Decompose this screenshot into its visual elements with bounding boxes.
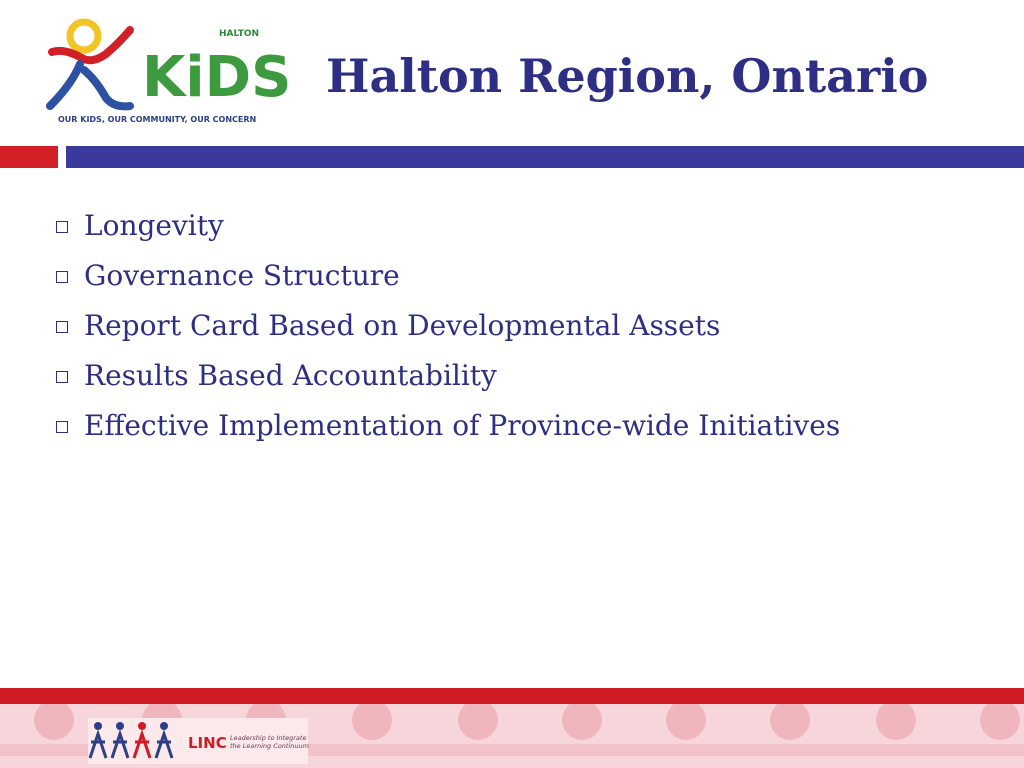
footer-dot: [34, 704, 74, 740]
logo-region-word: HALTON: [219, 29, 260, 39]
footer-dot: [980, 704, 1020, 740]
logo-tagline: OUR KIDS, OUR COMMUNITY, OUR CONCERN: [58, 115, 257, 124]
footer-red-line: [0, 688, 1024, 704]
divider-red: [0, 146, 58, 168]
list-item-text: Effective Implementation of Province-wide Initiatives: [84, 408, 841, 442]
linc-tagline: Leadership to Integrate the Learning Continuum: [230, 734, 309, 750]
list-item-text: Governance Structure: [84, 258, 400, 292]
footer-dot: [352, 704, 392, 740]
linc-wordmark: LINC: [188, 734, 227, 752]
divider-blue: [66, 146, 1024, 168]
page-title: Halton Region, Ontario: [326, 49, 929, 103]
footer-dot: [458, 704, 498, 740]
list-item: [52, 200, 840, 250]
footer-dot: [876, 704, 916, 740]
linc-logo: [88, 718, 308, 764]
list-item-text: Report Card Based on Developmental Assets: [84, 308, 721, 342]
square-bullet-icon: [56, 221, 68, 233]
list-item: [52, 250, 840, 300]
list-item: [52, 350, 840, 400]
halton-kids-logo: [44, 14, 306, 130]
square-bullet-icon: [56, 271, 68, 283]
list-item: [52, 300, 840, 350]
bullet-list: [52, 200, 840, 450]
list-item-text: Results Based Accountability: [84, 358, 497, 392]
square-bullet-icon: [56, 321, 68, 333]
footer-dot: [770, 704, 810, 740]
square-bullet-icon: [56, 421, 68, 433]
list-item-text: Longevity: [84, 208, 224, 242]
square-bullet-icon: [56, 371, 68, 383]
footer-dot: [562, 704, 602, 740]
logo-brand: KiDS: [142, 45, 292, 110]
list-item: [52, 400, 840, 450]
people-figures-icon: [88, 718, 186, 764]
footer-dot: [666, 704, 706, 740]
